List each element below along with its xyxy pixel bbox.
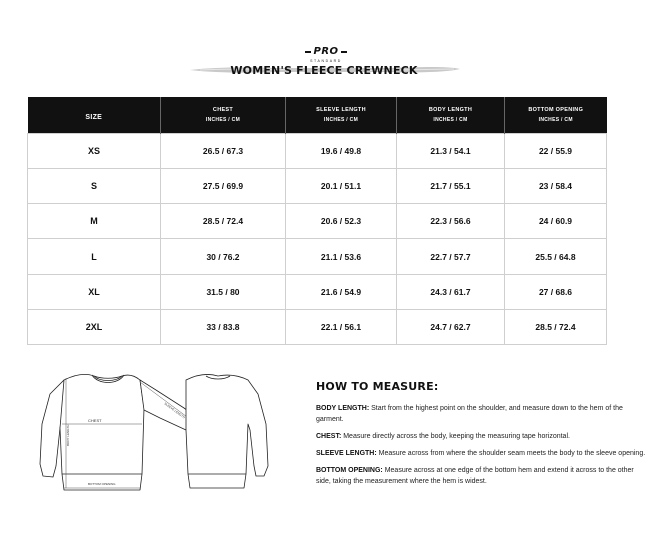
howto-item-sleeve-length: SLEEVE LENGTH: Measure across from where the shoulder seam meets the body to the sleeve opening.: [316, 450, 646, 457]
size-cell: M: [28, 204, 161, 239]
howto-item-chest: CHEST: Measure directly across the body, keeping the measuring tape horizontal.: [316, 433, 570, 440]
bottom-cell: 22 / 55.9: [505, 134, 607, 169]
table-header-row: [28, 97, 607, 134]
size-cell: S: [28, 169, 161, 204]
sleeve-length-label: SLEEVE LENGTH: [163, 401, 186, 420]
size-chart-table: [27, 97, 607, 345]
bottom-cell: 25.5 / 64.8: [505, 239, 607, 274]
body-cell: 24.7 / 62.7: [397, 309, 505, 344]
header-sleeve-length: SLEEVE LENGTH INCHES / CM: [286, 97, 397, 134]
table-row: [28, 239, 607, 274]
chest-cell: 26.5 / 67.3: [161, 134, 286, 169]
header-bottom-opening: BOTTOM OPENING INCHES / CM: [505, 97, 607, 134]
chest-label: CHEST: [88, 418, 102, 423]
table-row: [28, 134, 607, 169]
sleeve-cell: 20.6 / 52.3: [286, 204, 397, 239]
chest-cell: 28.5 / 72.4: [161, 204, 286, 239]
garment-measurement-diagram: [36, 364, 276, 514]
size-cell: XS: [28, 134, 161, 169]
body-cell: 22.3 / 56.6: [397, 204, 505, 239]
chest-cell: 33 / 83.8: [161, 309, 286, 344]
sleeve-cell: 22.1 / 56.1: [286, 309, 397, 344]
size-cell: 2XL: [28, 309, 161, 344]
header-body-length: BODY LENGTH INCHES / CM: [397, 97, 505, 134]
body-length-label: BODY LENGTH: [66, 424, 70, 446]
logo-subtext: STANDARD: [310, 59, 342, 63]
howto-title: HOW TO MEASURE:: [316, 380, 439, 393]
table-row: [28, 309, 607, 344]
sleeve-cell: 20.1 / 51.1: [286, 169, 397, 204]
chest-cell: 31.5 / 80: [161, 274, 286, 309]
page-title: WOMEN'S FLEECE CREWNECK: [230, 64, 418, 77]
logo-text: PRO: [309, 47, 342, 57]
bottom-cell: 28.5 / 72.4: [505, 309, 607, 344]
sleeve-cell: 19.6 / 49.8: [286, 134, 397, 169]
chest-cell: 30 / 76.2: [161, 239, 286, 274]
brand-logo: [296, 41, 356, 61]
howto-item-bottom-opening: BOTTOM OPENING: Measure across at one edge of the bottom hem and extend it across to the other side, taking the measurement where the hem is widest.: [316, 467, 634, 485]
sleeve-cell: 21.6 / 54.9: [286, 274, 397, 309]
bottom-opening-label: BOTTOM OPENING: [88, 482, 116, 486]
table-row: [28, 204, 607, 239]
table-row: [28, 169, 607, 204]
title-banner: [186, 62, 462, 78]
body-cell: 21.3 / 54.1: [397, 134, 505, 169]
body-cell: 24.3 / 61.7: [397, 274, 505, 309]
size-cell: L: [28, 239, 161, 274]
howto-item-body-length: BODY LENGTH: Start from the highest point on the shoulder, and measure down to the hem of the garment.: [316, 405, 623, 423]
chest-cell: 27.5 / 69.9: [161, 169, 286, 204]
bottom-cell: 23 / 58.4: [505, 169, 607, 204]
header-chest: CHEST INCHES / CM: [161, 97, 286, 134]
back-view-sketch: [186, 374, 268, 488]
sleeve-cell: 21.1 / 53.6: [286, 239, 397, 274]
bottom-cell: 24 / 60.9: [505, 204, 607, 239]
body-cell: 21.7 / 55.1: [397, 169, 505, 204]
size-cell: XL: [28, 274, 161, 309]
how-to-measure-section: [316, 380, 646, 493]
table-row: [28, 274, 607, 309]
bottom-cell: 27 / 68.6: [505, 274, 607, 309]
header-size: SIZE: [28, 97, 161, 134]
body-cell: 22.7 / 57.7: [397, 239, 505, 274]
